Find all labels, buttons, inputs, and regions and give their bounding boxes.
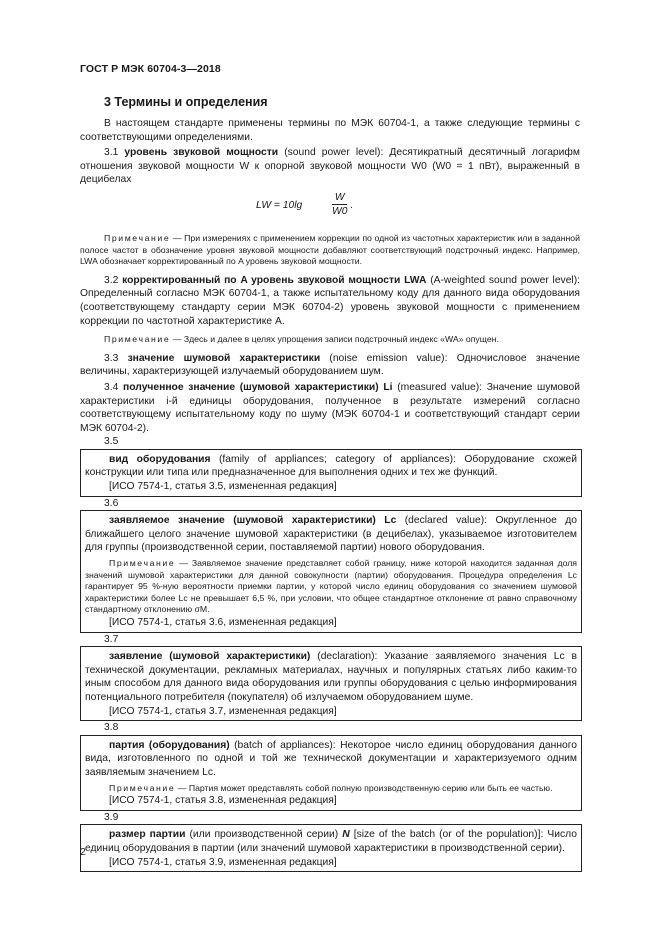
page-number: 2 xyxy=(80,846,86,858)
source-reference: [ИСО 7574-1, статья 3.6, измененная редакция] xyxy=(109,617,337,628)
source-reference: [ИСО 7574-1, статья 3.7, измененная редакция] xyxy=(109,705,337,717)
term-number-3-5: 3.5 xyxy=(104,436,119,448)
term-box-3-7 xyxy=(80,646,582,721)
term-number: 3.2 xyxy=(104,274,119,286)
term-3-1 xyxy=(80,146,580,187)
standard-header: ГОСТ Р МЭК 60704-3—2018 xyxy=(80,63,221,75)
note-text: — При измерениях с применением коррекции по одной из частотных характеристик или в заданной полосе частот в обозначение уровня звуковой мощности добавляют соответствующий подстрочный индекс. Например, LWA обозначает корректированный по A уровень звуковой мощности. xyxy=(80,232,580,267)
term-definition: Десятикратный десятичный логарифм отношения звуковой мощности W к опорной звуковой мощности W0 (W0 = 1 пВт), выраженный в децибелах xyxy=(80,147,580,186)
term-definition: Значение шумовой характеристики i-й единицы оборудования, полученное в результате измерений согласно соответствующему испытательному коду по шуму (МЭК 60704-1 и соответствующий стандарт серии МЭК 60704-2). xyxy=(80,381,580,434)
term-title: партия (оборудования) xyxy=(109,739,230,751)
document-body xyxy=(80,117,580,872)
formula-denominator: W0 xyxy=(332,205,348,217)
term-box-3-8 xyxy=(80,735,582,811)
note-1 xyxy=(80,233,580,268)
term-number-3-7: 3.7 xyxy=(104,633,119,645)
note-text: — Заявляемое значение представляет собой границу, ниже которой находится заданная доля значений шумовой характеристики для данной совокупности (партии) оборудования. Процедура определения Lc гарантирует 95 %-ную вероятности приемки партии, у которой число единиц оборудования со значением шумовой характеристики более Lc не превышает 6,5 %, при условии, что общее стандартное отклонение σt равно справочному стандартному отклонению σM. xyxy=(85,558,577,615)
term-definition: Указание заявляемого значения Lc в технической документации, рекламных материалах, научных и популярных статьях либо каким-то иным способом для данного вида оборудования или группы оборудования с целью информирования потенциального потребителя (покупателя) об излучаемом оборудованием шуме. xyxy=(85,651,577,703)
term-title: корректированный по A уровень звуковой мощности LWA xyxy=(122,274,427,286)
term-box-3-6 xyxy=(80,510,582,632)
term-title: заявляемое значение (шумовой характеристики) Lc xyxy=(109,515,397,527)
source-reference: [ИСО 7574-1, статья 3.5, измененная редакция] xyxy=(109,481,337,493)
term-3-4 xyxy=(80,381,580,435)
term-english: (declaration): xyxy=(317,651,378,663)
term-number-3-8: 3.8 xyxy=(104,722,119,734)
term-english: (batch of appliances): xyxy=(234,739,336,751)
note-text: — Здесь и далее в целях упрощения записи подстрочный индекс «WA» опущен. xyxy=(172,334,499,345)
note-label: Примечание xyxy=(109,558,176,569)
term-symbol: N xyxy=(342,829,350,841)
term-number: 3.3 xyxy=(104,352,119,364)
term-english: (measured value): xyxy=(397,381,482,393)
term-definition: Оборудование схожей конструкции или типа или предназначенное для выполнения одних и тех же функций. xyxy=(85,453,577,479)
section-title: 3 Термины и определения xyxy=(104,95,268,109)
note-3-8 xyxy=(85,783,577,795)
term-box-3-5 xyxy=(80,449,582,497)
formula xyxy=(80,191,580,225)
note-3-6 xyxy=(85,558,577,616)
term-english: [size of the batch (or of the population)]: xyxy=(353,829,544,841)
term-title: размер партии xyxy=(109,829,186,841)
formula-end: . xyxy=(350,199,353,211)
source-reference: [ИСО 7574-1, статья 3.9, измененная редакция] xyxy=(109,856,337,868)
term-body xyxy=(85,828,577,855)
term-english: (family of appliances; category of appliances): xyxy=(219,453,456,465)
term-body xyxy=(85,453,577,480)
term-definition: Определенный согласно МЭК 60704-1, а также испытательному коду для данного вида оборудования (соответствующему стандарту серии МЭК 60704-2) уровень звуковой мощности с применением коррекции по частотной характеристике A. xyxy=(80,288,580,327)
term-title: полученное значение (шумовой характеристики) Li xyxy=(123,381,393,393)
term-definition: Округленное до ближайшего целого значение шумовой характеристики (в децибелах), указываемое изготовителем для группы (производственной серии, поставляемой партии) нового оборудования. xyxy=(85,515,577,554)
term-english: (noise emission value): xyxy=(329,352,448,364)
term-title: значение шумовой характеристики xyxy=(127,352,321,364)
term-body xyxy=(85,650,577,704)
term-body xyxy=(85,514,577,555)
term-english: (declared value): xyxy=(404,515,487,527)
note-label: Примечание xyxy=(104,334,171,345)
term-number: 3.4 xyxy=(104,381,119,393)
formula-fraction xyxy=(332,191,347,218)
term-number-3-9: 3.9 xyxy=(104,811,119,823)
term-definition: Некоторое число единиц оборудования данного вида, изготовленного по одной и той же технической документации и характеризуемого одним заявляемым значением Lc. xyxy=(85,739,577,778)
term-definition: Одночисловое значение величины, характеризующей излучаемый оборудованием шум. xyxy=(80,352,580,378)
term-english: (A-weighted sound power level): xyxy=(430,274,580,286)
formula-numerator: W xyxy=(332,191,347,205)
term-definition: Число единиц оборудования в партии (или значений шумовой характеристики в производственной серии). xyxy=(85,829,577,854)
note-text: — Партия может представлять собой полную производственную серию или быть ее частью. xyxy=(177,782,553,793)
term-3-2 xyxy=(80,274,580,328)
note-label: Примечание xyxy=(104,232,171,243)
source-reference: [ИСО 7574-1, статья 3.8, измененная редакция] xyxy=(109,795,337,807)
intro-paragraph: В настоящем стандарте применены термины по МЭК 60704-1, а также следующие термины с соответствующими определениями. xyxy=(80,118,580,143)
note-2 xyxy=(80,334,580,346)
term-title: уровень звуковой мощности xyxy=(124,147,279,159)
term-number: 3.1 xyxy=(104,147,119,159)
term-title: вид оборудования xyxy=(109,453,211,465)
note-label: Примечание xyxy=(109,782,176,793)
term-number-3-6: 3.6 xyxy=(104,497,119,509)
term-3-3 xyxy=(80,352,580,379)
formula-lhs: LW = 10lg xyxy=(256,199,303,211)
term-qualifier: (или производственной серии) xyxy=(189,829,339,841)
term-body xyxy=(85,739,577,780)
term-box-3-9 xyxy=(80,824,582,872)
term-title: заявление (шумовой характеристики) xyxy=(109,651,311,663)
term-english: (sound power level): xyxy=(284,147,384,159)
